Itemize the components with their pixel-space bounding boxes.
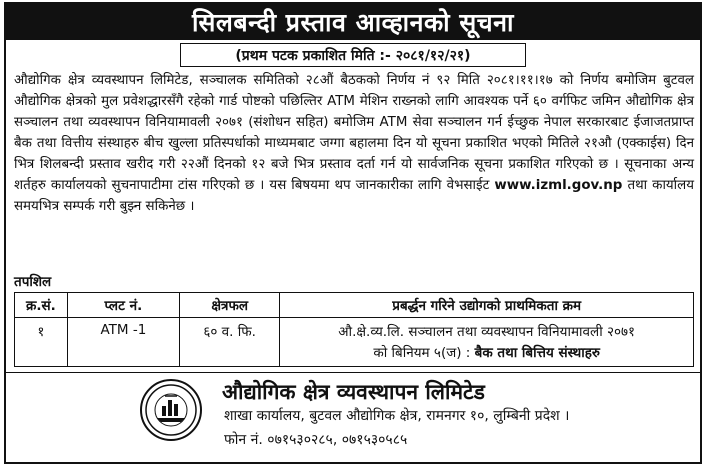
cell-area: ६० व. फि. <box>179 318 279 367</box>
details-section-label: तपशिल <box>14 274 52 290</box>
priority-sector: बैक तथा बित्तिय संस्थाहरु <box>474 345 600 361</box>
header-serial: क्र.सं. <box>15 293 68 318</box>
footer-phone: फोन नं. ०७१५३०२८५, ०७१५३०५८५ <box>224 432 408 448</box>
cell-priority <box>280 318 694 367</box>
cell-serial: १ <box>15 318 68 367</box>
table-row <box>15 318 694 367</box>
footer-address: शाखा कार्यालय, बुटवल औद्योगिक क्षेत्र, रामनगर १०, लुम्बिनी प्रदेश । <box>224 408 570 424</box>
priority-line1: औ.क्षे.व्य.लि. सञ्चालन तथा व्यवस्थापन विनियामावली २०७१ <box>338 324 636 340</box>
notice-body <box>14 70 694 217</box>
priority-regulation: को बिनियम ५(ज) : <box>373 345 471 361</box>
header-plot: प्लट नं. <box>67 293 179 318</box>
notice-paragraph-part1: औद्योगिक क्षेत्र व्यवस्थापन लिमिटेड, सञ्चालक समितिको २८औं बैठकको निर्णय नं ९२ मिति २०८१।११।१७ को निर्णय बमोजिम बुटवल औद्योगिक क्षेत्रको मुल प्रवेशद्धारसँगै रहेको गार्ड पोष्टको पछिल्तिर ATM मेशिन राख्नको लागि आवश्यक पर्ने ६० वर्गफिट जमिन औद्योगिक क्षेत्र सञ्चालन तथा व्यवस्थापन विनियामावली २०७१ (संशोधन सहित) बमोजिम ATM सेवा सञ्चालन गर्न ईच्छुक नेपाल सरकारबाट ईजाजतप्राप्त बैक तथा वित्तीय संस्थाहरु बीच खुल्ला प्रतिस्पर्धाको माध्यमबाट जग्गा बहालमा दिन यो सूचना प्रकाशित भएको मितिले २१औ (एक्काईस) दिन भित्र शिलबन्दी प्रस्ताव खरीद गरी २२औं दिनको १२ बजे भित्र प्रस्ताव दर्ता गर्न यो सार्वजनिक सूचना प्रकाशित गरिएको छ । सूचनाका अन्य शर्तहरु कार्यालयको सुचनापाटीमा टांस गरिएको छ । यस बिषयमा थप जानकारीका लागि वेभसाईट <box>14 73 694 193</box>
footer-org-name: औद्योगिक क्षेत्र व्यवस्थापन लिमिटेड <box>222 380 485 404</box>
plot-details-table <box>14 292 694 367</box>
publication-date-box: (प्रथम पटक प्रकाशित मिति :- २०८१/१२/२१) <box>180 43 526 67</box>
table-header-row <box>15 293 694 318</box>
footer-divider <box>6 372 700 373</box>
cell-plot: ATM -1 <box>67 318 179 367</box>
notice-title: सिलबन्दी प्रस्ताव आव्हानको सूचना <box>6 4 700 40</box>
priority-line2 <box>280 343 693 364</box>
header-priority: प्रबर्द्धन गरिने उद्योगको प्राथमिकता क्रम <box>280 293 694 318</box>
izml-emblem-icon <box>140 379 202 441</box>
website-link[interactable]: www.izml.gov.np <box>494 178 623 193</box>
notice-paragraph-part2: तथा कार्यालय समयभित्र सम्पर्क गरी बुझ्न सकिनेछ । <box>14 178 694 214</box>
header-area: क्षेत्रफल <box>179 293 279 318</box>
